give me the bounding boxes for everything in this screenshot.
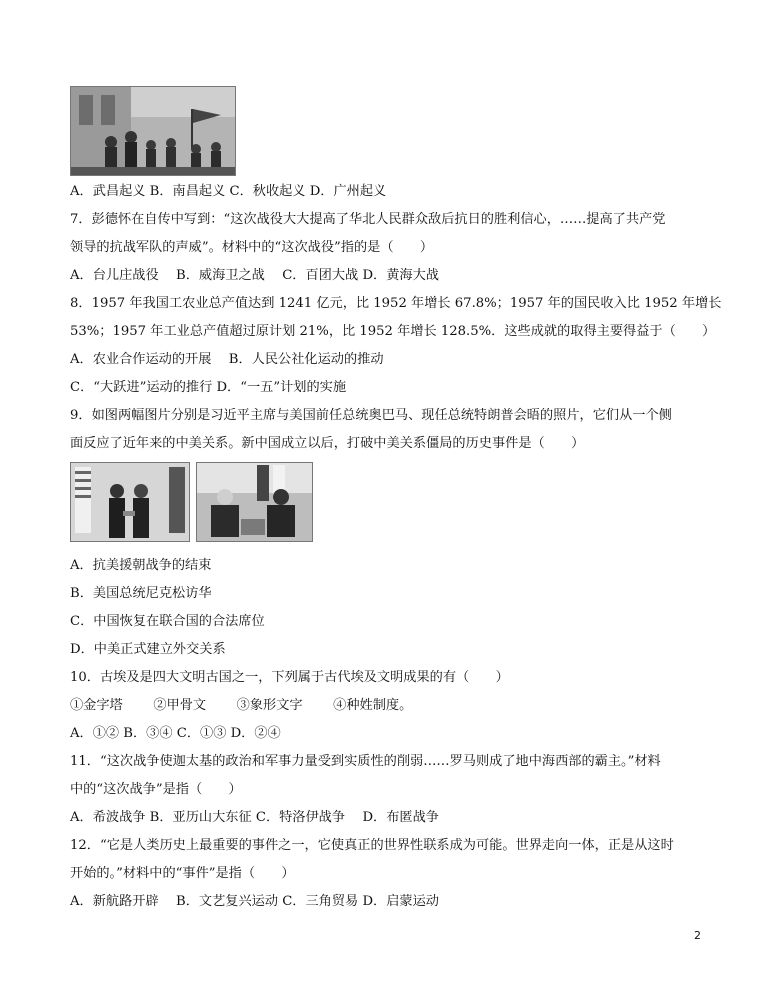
q10-items: ①金字塔 ②甲骨文 ③象形文字 ④种姓制度。 <box>70 698 413 713</box>
q12-options: A．新航路开辟 B．文艺复兴运动 C．三角贸易 D．启蒙运动 <box>70 894 439 909</box>
q6-options: A．武昌起义 B．南昌起义 C．秋收起义 D．广州起义 <box>70 184 387 199</box>
trump-meeting-photo <box>196 462 313 542</box>
q9-option-a: A．抗美援朝战争的结束 <box>70 558 212 573</box>
page-number: 2 <box>694 929 701 942</box>
q12-stem-line2: 开始的。”材料中的“事件”是指（ ） <box>70 866 295 881</box>
q11-stem-line1: 11．“这次战争使迦太基的政治和军事力量受到实质性的削弱……罗马则成了地中海西部的霸主。”材料 <box>70 754 661 769</box>
q10-stem: 10．古埃及是四大文明古国之一，下列属于古代埃及文明成果的有（ ） <box>70 670 509 685</box>
q8-options-line2: C．“大跃进”运动的推行 D．“一五”计划的实施 <box>70 380 347 395</box>
q9-option-b: B．美国总统尼克松访华 <box>70 586 212 601</box>
q11-options: A．希波战争 B．亚历山大东征 C．特洛伊战争 D．布匿战争 <box>70 810 439 825</box>
q11-stem-line2: 中的“这次战争”是指（ ） <box>70 782 242 797</box>
q12-stem-line1: 12．“它是人类历史上最重要的事件之一，它使真正的世界性联系成为可能。世界走向一体，正是从这时 <box>70 838 674 853</box>
uprising-photo <box>70 86 236 176</box>
q9-stem-line2: 面反应了近年来的中美关系。新中国成立以后，打破中美关系僵局的历史事件是（ ） <box>70 436 585 451</box>
q7-options: A．台儿庄战役 B．威海卫之战 C．百团大战 D．黄海大战 <box>70 268 439 283</box>
q7-stem-line1: 7．彭德怀在自传中写到：“这次战役大大提高了华北人民群众敌后抗日的胜利信心，……提高了共产党 <box>70 212 666 227</box>
q7-stem-line2: 领导的抗战军队的声威”。材料中的“这次战役”指的是（ ） <box>70 240 434 255</box>
q9-stem-line1: 9．如图两幅图片分别是习近平主席与美国前任总统奥巴马、现任总统特朗普会晤的照片，它们从一个侧 <box>70 408 672 423</box>
q8-stem-line2: 53%；1957 年工业总产值超过原计划 21%，比 1952 年增长 128.5%．这些成就的取得主要得益于（ ） <box>70 324 716 339</box>
q10-options: A．①② B．③④ C．①③ D．②④ <box>70 726 281 741</box>
q9-option-c: C．中国恢复在联合国的合法席位 <box>70 614 265 629</box>
q8-options-line1: A．农业合作运动的开展 B．人民公社化运动的推动 <box>70 352 384 367</box>
q9-option-d: D．中美正式建立外交关系 <box>70 642 226 657</box>
q8-stem-line1: 8．1957 年我国工农业总产值达到 1241 亿元，比 1952 年增长 67.8%；1957 年的国民收入比 1952 年增长 <box>70 296 722 311</box>
obama-meeting-photo <box>70 462 190 542</box>
